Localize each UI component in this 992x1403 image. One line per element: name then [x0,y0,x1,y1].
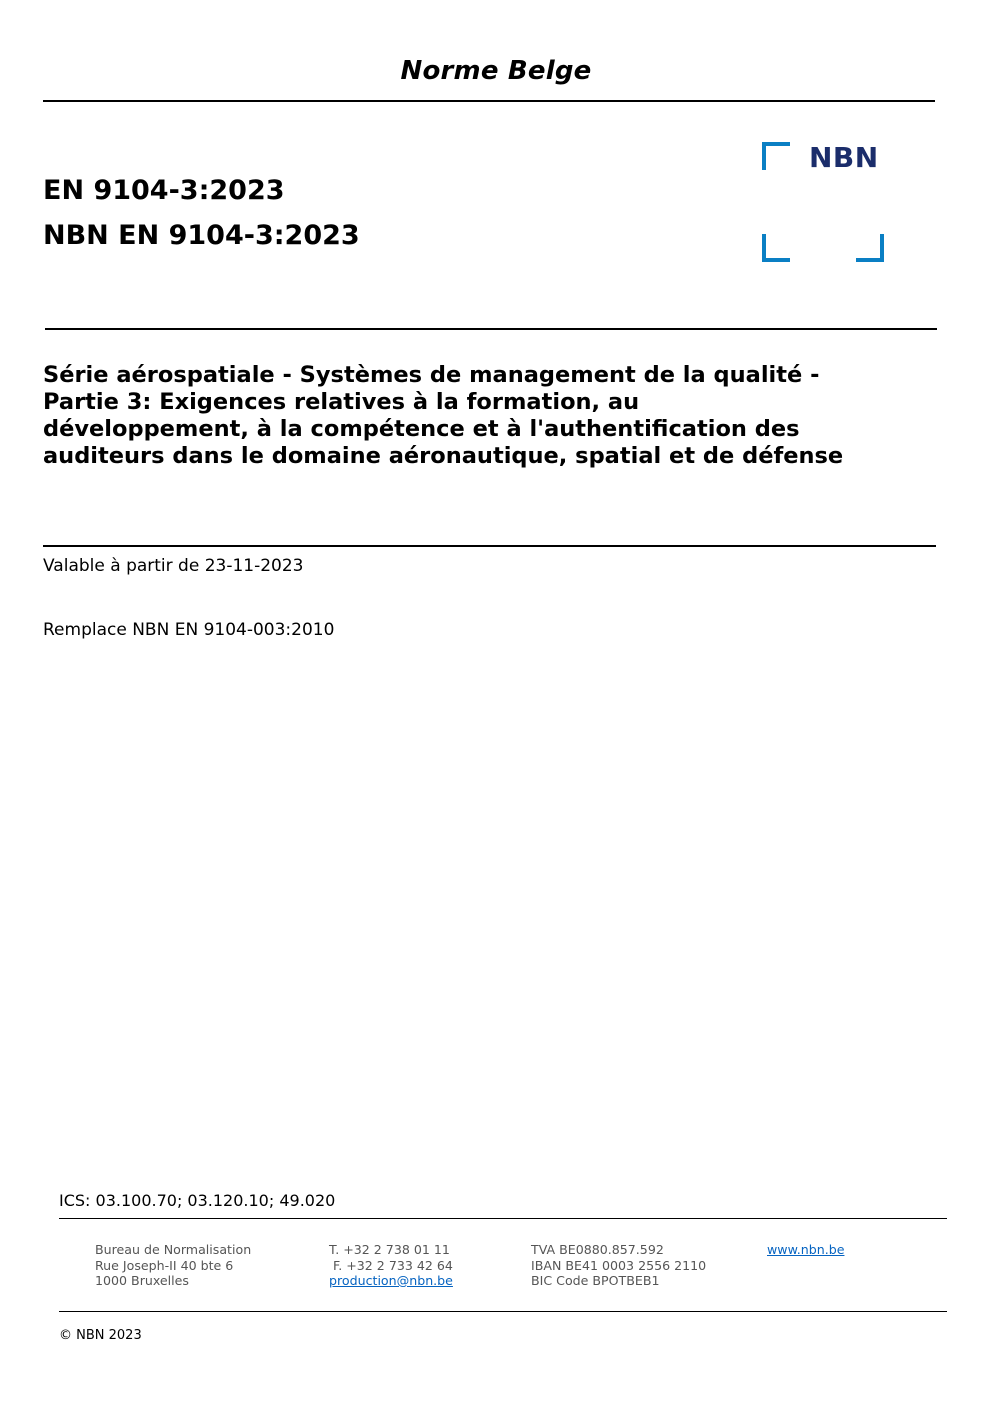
email-link[interactable]: production@nbn.be [329,1273,453,1288]
title-line: Série aérospatiale - Systèmes de management de la qualité - [43,362,820,388]
header-divider [43,100,935,102]
nbn-logo [762,142,884,262]
footer-bank [531,1242,706,1289]
footer-bottom-divider [59,1311,947,1312]
document-type-heading: Norme Belge [400,56,592,86]
address-line: Bureau de Normalisation [95,1242,252,1257]
title-line: développement, à la compétence et à l'authentification des [43,416,800,442]
vat-number: TVA BE0880.857.592 [531,1242,664,1257]
logo-corner-bottom-right [856,234,884,262]
copyright-notice: © NBN 2023 [59,1328,142,1343]
bic-code: BIC Code BPOTBEB1 [531,1273,660,1288]
title-bottom-divider [43,545,936,547]
standard-code-nbn: NBN EN 9104-3:2023 [43,220,360,251]
footer-contact [329,1242,453,1289]
logo-wordmark: NBN [809,141,879,174]
fax-number: F. +32 2 733 42 64 [329,1257,453,1273]
replaces-note: Remplace NBN EN 9104-003:2010 [43,620,335,640]
footer-address [95,1242,251,1289]
standard-code-en: EN 9104-3:2023 [43,175,285,206]
title-top-divider [45,328,937,330]
logo-corner-top-left [762,142,790,170]
phone-number: T. +32 2 738 01 11 [329,1242,450,1257]
address-line: Rue Joseph-II 40 bte 6 [95,1257,234,1273]
validity-date: Valable à partir de 23-11-2023 [43,556,304,576]
title-line: Partie 3: Exigences relatives à la formation, au [43,389,640,415]
ics-codes: ICS: 03.100.70; 03.120.10; 49.020 [59,1191,336,1210]
website-link[interactable]: www.nbn.be [767,1242,845,1257]
title-line: auditeurs dans le domaine aéronautique, spatial et de défense [43,443,844,469]
iban-number: IBAN BE41 0003 2556 2110 [531,1257,707,1273]
document-title [43,362,943,470]
footer-top-divider [59,1218,947,1219]
address-line: 1000 Bruxelles [95,1273,189,1288]
logo-corner-bottom-left [762,234,790,262]
footer-web [767,1242,844,1258]
